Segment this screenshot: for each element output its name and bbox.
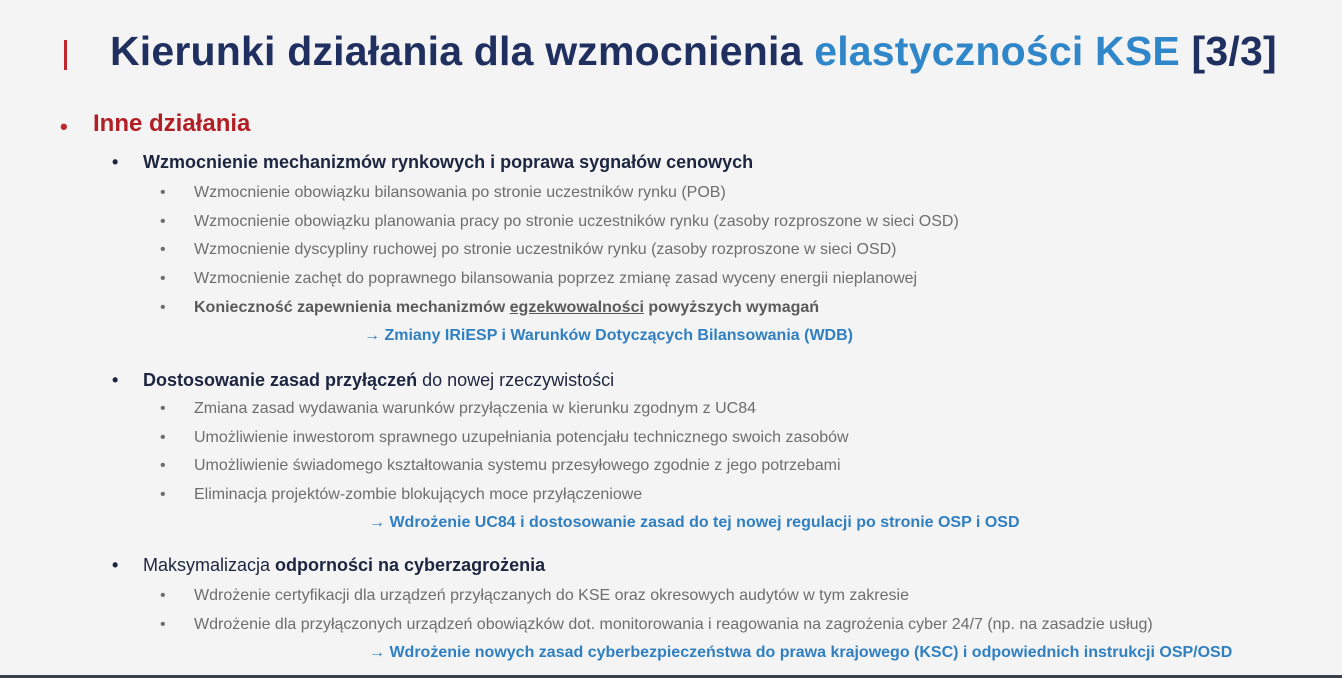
conclusion-arrow: → Wdrożenie nowych zasad cyberbezpieczeństwa do prawa krajowego (KSC) i odpowiednich instrukcji OSP/OSD [369,644,1233,661]
conclusion-arrow: → Zmiany IRiESP i Warunków Dotyczących Bilansowania (WDB) [364,327,853,344]
conclusion-arrow: → Wdrożenie UC84 i dostosowanie zasad do tej nowej regulacji po stronie OSP i OSD [369,514,1020,531]
section-title: Inne działania [93,110,251,137]
slide-title: Kierunki działania dla wzmocnienia elastyczności KSE [3/3] [110,28,1277,74]
title-accent: elastyczności KSE [814,28,1180,74]
section-bullet: • [60,114,68,139]
title-accent-bar [64,40,67,70]
